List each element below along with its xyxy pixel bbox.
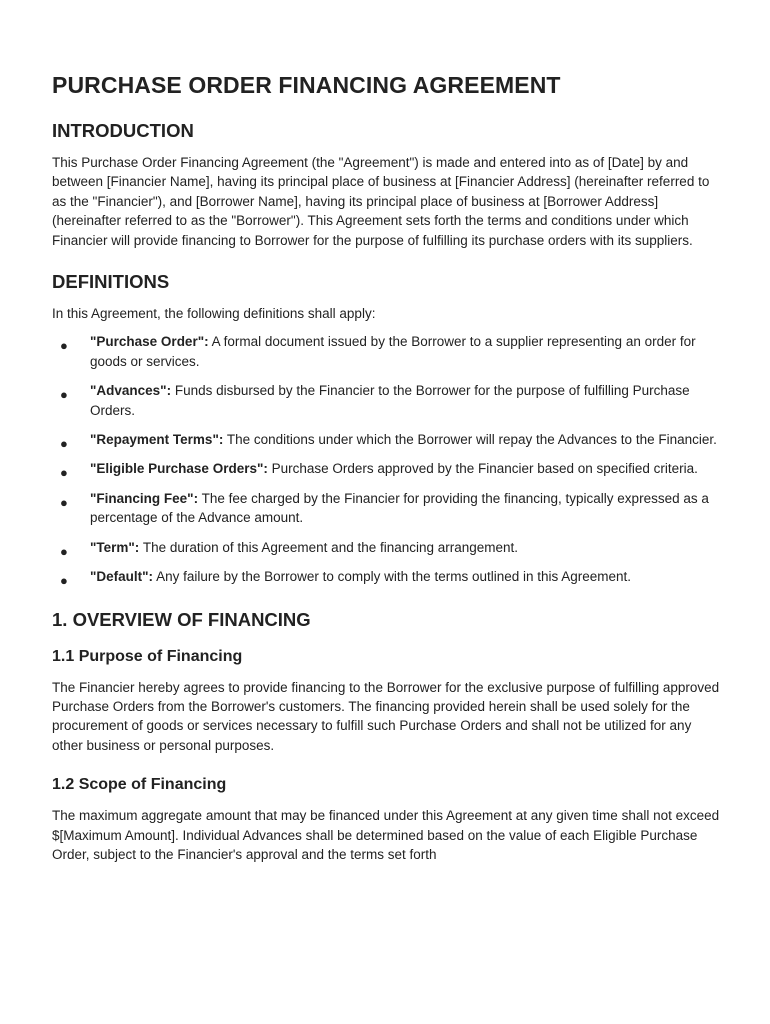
definition-term: "Default":: [90, 569, 154, 585]
definition-term: "Purchase Order":: [90, 334, 209, 350]
definition-text: The conditions under which the Borrower will repay the Advances to the Financier.: [223, 432, 717, 448]
bullet-icon: ●: [60, 494, 68, 510]
definition-item: [52, 381, 720, 420]
definitions-intro: In this Agreement, the following definitions shall apply:: [52, 306, 376, 322]
definition-item: [52, 430, 720, 452]
bullet-icon: ●: [60, 387, 68, 403]
document-title: PURCHASE ORDER FINANCING AGREEMENT: [52, 72, 561, 98]
bullet-icon: ●: [60, 573, 68, 589]
definition-item: [52, 459, 720, 481]
definition-item: [52, 489, 720, 528]
introduction-heading: INTRODUCTION: [52, 120, 194, 141]
section-1-1-paragraph: The Financier hereby agrees to provide financing to the Borrower for the exclusive purpose of fulfilling approved Purchase Orders from the Borrower's customers. The financing provided herein shall be used solely for the procurement of goods or services necessary to fulfill such Purchase Orders and shall not be utilized for any other business or personal purposes.: [52, 679, 720, 753]
bullet-icon: ●: [60, 338, 68, 354]
definition-text: Any failure by the Borrower to comply with the terms outlined in this Agreement.: [153, 569, 632, 585]
definition-term: "Advances":: [90, 383, 172, 399]
definition-term: "Financing Fee":: [90, 490, 199, 506]
bullet-icon: ●: [60, 436, 68, 452]
definition-text: Funds disbursed by the Financier to the Borrower for the purpose of fulfilling Purchase Orders.: [90, 383, 690, 418]
bullet-icon: ●: [60, 543, 68, 559]
section-1-1-heading: 1.1 Purpose of Financing: [52, 647, 243, 665]
definitions-heading: DEFINITIONS: [52, 271, 170, 293]
definitions-list: [52, 332, 720, 589]
section-1-2-heading: 1.2 Scope of Financing: [52, 776, 227, 794]
introduction-paragraph: This Purchase Order Financing Agreement (the "Agreement") is made and entered into as of [Date] by and between [Financier Name], having its principal place of business at [Financier Address] (hereinafter referred to as the "Financier"), and [Borrower Name], having its principal place of business at [Borrower Address] (hereinafter referred to as the "Borrower"). This Agreement sets forth the terms and conditions under which Financier will provide financing to Borrower for the purpose of fulfilling its purchase orders with its suppliers.: [52, 155, 710, 248]
definition-term: "Eligible Purchase Orders":: [90, 461, 268, 477]
definition-item: [52, 538, 720, 557]
definition-term: "Repayment Terms":: [90, 432, 224, 448]
definition-text: The duration of this Agreement and the financing arrangement.: [139, 539, 519, 555]
definition-text: A formal document issued by the Borrower to a supplier representing an order for goods or services.: [90, 334, 696, 369]
section-1-2-paragraph: The maximum aggregate amount that may be financed under this Agreement at any given time shall not exceed $[Maximum Amount]. Individual Advances shall be determined based on the value of each Eligible Purchase Order, subject to the Financier's approval and the terms set forth: [52, 808, 720, 862]
definition-item: [52, 332, 720, 371]
definition-term: "Term":: [90, 539, 140, 555]
document-page: [52, 70, 720, 864]
section-1-heading: 1. OVERVIEW OF FINANCING: [52, 608, 311, 630]
definition-item: [52, 567, 720, 589]
definition-text: Purchase Orders approved by the Financier based on specified criteria.: [267, 461, 698, 477]
bullet-icon: ●: [60, 465, 68, 481]
definition-text: The fee charged by the Financier for providing the financing, typically expressed as a percentage of the Advance amount.: [90, 490, 709, 526]
